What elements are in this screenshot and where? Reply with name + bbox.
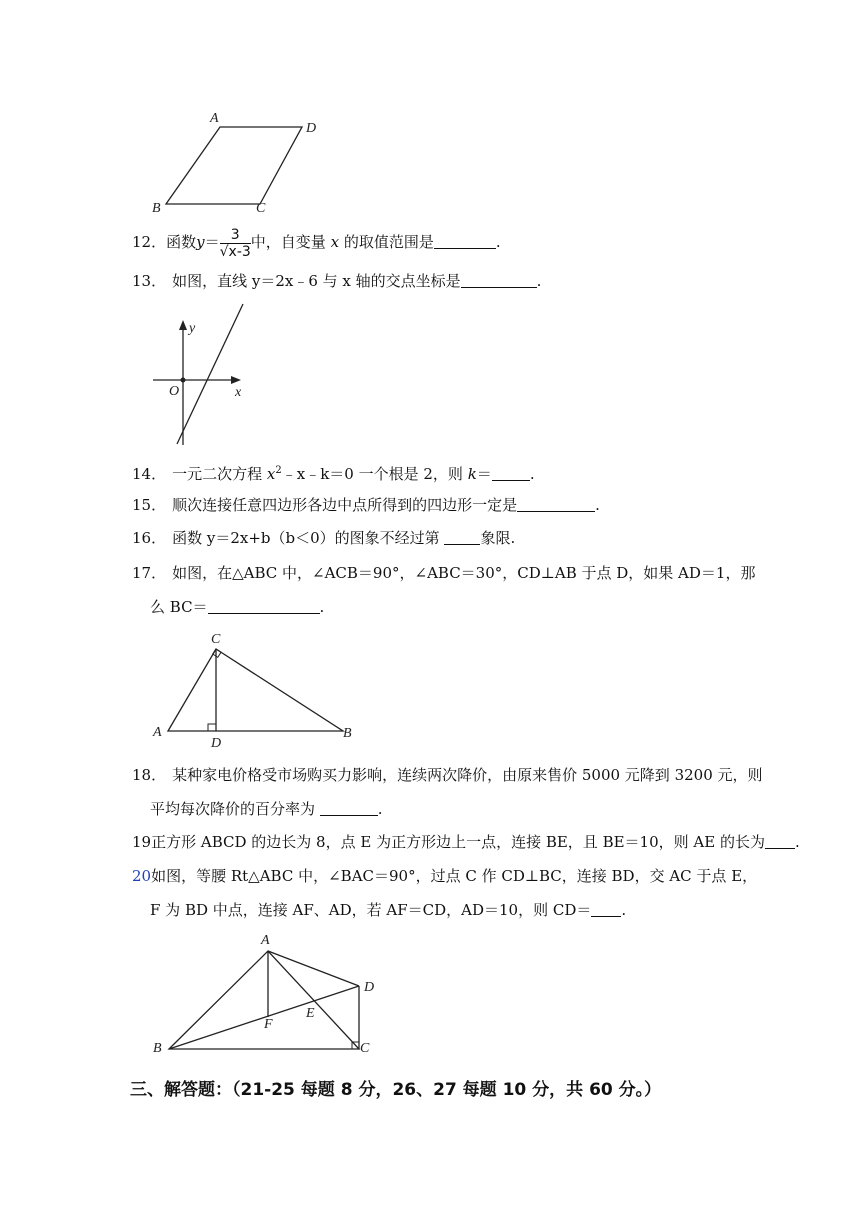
label-A: A bbox=[261, 933, 270, 948]
q14-end: . bbox=[529, 465, 535, 483]
q18-line2: 平均每次降价的百分率为 bbox=[150, 800, 316, 818]
label-B: B bbox=[153, 1041, 162, 1056]
q14-superscript: 2 bbox=[275, 465, 282, 476]
q16-text: 函数 y＝2x+b（b＜0）的图象不经过第 bbox=[172, 529, 440, 547]
parallelogram-figure bbox=[140, 100, 340, 220]
q17-line1: 如图，在△ABC 中，∠ACB＝90°，∠ABC＝30°，CD⊥AB 于点 D，如果 AD＝1，那 bbox=[172, 564, 756, 582]
axis-x-label: x bbox=[235, 385, 242, 400]
q12-mid: 中，自变量 bbox=[250, 233, 326, 251]
question-15 bbox=[132, 495, 600, 515]
q16-number: 16． bbox=[132, 529, 167, 547]
label-B: B bbox=[152, 201, 161, 216]
q17-end: . bbox=[319, 598, 325, 616]
q12-end: . bbox=[495, 233, 501, 251]
question-16 bbox=[132, 528, 515, 548]
answer-blank-14[interactable] bbox=[492, 466, 530, 481]
axis-y-label: y bbox=[189, 321, 196, 336]
question-13 bbox=[132, 271, 541, 291]
figure-20 bbox=[145, 928, 395, 1063]
q13-number: 13． bbox=[132, 272, 167, 290]
q20-end: . bbox=[621, 901, 627, 919]
q12-number: 12． bbox=[132, 233, 167, 251]
answer-blank-19[interactable] bbox=[765, 834, 795, 849]
q14-number: 14． bbox=[132, 465, 167, 483]
label-E: E bbox=[306, 1006, 315, 1021]
q18-number: 18． bbox=[132, 766, 167, 784]
q12-fraction bbox=[220, 227, 251, 260]
q20-line2: F 为 BD 中点，连接 AF、AD，若 AF＝CD，AD＝10，则 CD＝ bbox=[150, 901, 592, 919]
question-18-line2 bbox=[150, 799, 383, 819]
label-D: D bbox=[211, 736, 222, 751]
label-F: F bbox=[264, 1017, 273, 1032]
q14-pre: 一元二次方程 bbox=[172, 465, 263, 483]
q17-number: 17． bbox=[132, 564, 167, 582]
triangle-figure-17 bbox=[145, 628, 365, 753]
q15-number: 15． bbox=[132, 496, 167, 514]
label-A: A bbox=[153, 725, 162, 740]
q12-x: x bbox=[330, 233, 340, 251]
q13-text: 如图，直线 y＝2x﹣6 与 x 轴的交点坐标是 bbox=[172, 272, 461, 290]
label-D: D bbox=[306, 121, 317, 136]
question-12 bbox=[132, 224, 501, 260]
q12-pre: 函数 bbox=[166, 233, 197, 251]
q20-number: 20 bbox=[132, 867, 152, 885]
question-19 bbox=[132, 832, 800, 852]
answer-blank-16[interactable] bbox=[444, 530, 480, 545]
q12-post: 的取值范围是 bbox=[343, 233, 434, 251]
q19-end: . bbox=[794, 833, 800, 851]
q12-radicand: x-3 bbox=[228, 243, 251, 260]
q19-text: 正方形 ABCD 的边长为 8，点 E 为正方形边上一点，连接 BE，且 BE＝10，则 AE 的长为 bbox=[151, 833, 765, 851]
origin-label: O bbox=[169, 384, 180, 399]
line-graph-figure bbox=[145, 300, 265, 450]
label-C: C bbox=[256, 201, 266, 216]
q12-eq: ＝ bbox=[204, 233, 220, 251]
answer-blank-13[interactable] bbox=[461, 273, 537, 288]
q18-end: . bbox=[377, 800, 383, 818]
q14-mid: ﹣x﹣k＝0 一个根是 2，则 bbox=[281, 465, 463, 483]
question-17-line2 bbox=[150, 597, 324, 617]
label-A: A bbox=[210, 111, 219, 126]
question-17-line1 bbox=[132, 563, 755, 583]
question-14 bbox=[132, 461, 535, 484]
section-3-heading: 三、解答题：（21-25 每题 8 分，26、27 每题 10 分，共 60 分。） bbox=[130, 1080, 662, 1100]
label-C: C bbox=[211, 632, 221, 647]
q14-k: k bbox=[467, 465, 477, 483]
q20-line1: 如图，等腰 Rt△ABC 中，∠BAC＝90°，过点 C 作 CD⊥BC，连接 BD，交 AC 于点 E， bbox=[151, 867, 758, 885]
q12-denominator: √x-3 bbox=[219, 243, 251, 260]
q16-end: 象限. bbox=[480, 529, 516, 547]
q14-eq: ＝ bbox=[476, 465, 492, 483]
answer-blank-12[interactable] bbox=[434, 234, 496, 249]
q13-end: . bbox=[536, 272, 542, 290]
q12-y: y bbox=[196, 233, 205, 251]
question-20-line1 bbox=[132, 866, 757, 886]
label-C: C bbox=[360, 1041, 370, 1056]
question-18-line1 bbox=[132, 765, 763, 785]
q15-end: . bbox=[595, 496, 600, 514]
label-B: B bbox=[343, 726, 352, 741]
answer-blank-15[interactable] bbox=[517, 497, 595, 512]
answer-blank-18[interactable] bbox=[320, 801, 378, 816]
q17-line2: 么 BC＝ bbox=[150, 598, 208, 616]
q12-numerator: 3 bbox=[220, 227, 251, 244]
q15-text: 顺次连接任意四边形各边中点所得到的四边形一定是 bbox=[172, 496, 518, 514]
q18-line1: 某种家电价格受市场购买力影响，连续两次降价，由原来售价 5000 元降到 3200 元，则 bbox=[172, 766, 763, 784]
q14-x: x bbox=[266, 465, 276, 483]
answer-blank-17[interactable] bbox=[208, 599, 320, 614]
label-D: D bbox=[364, 980, 375, 995]
question-20-line2 bbox=[150, 900, 626, 920]
answer-blank-20[interactable] bbox=[591, 902, 621, 917]
q19-number: 19 bbox=[132, 833, 152, 851]
